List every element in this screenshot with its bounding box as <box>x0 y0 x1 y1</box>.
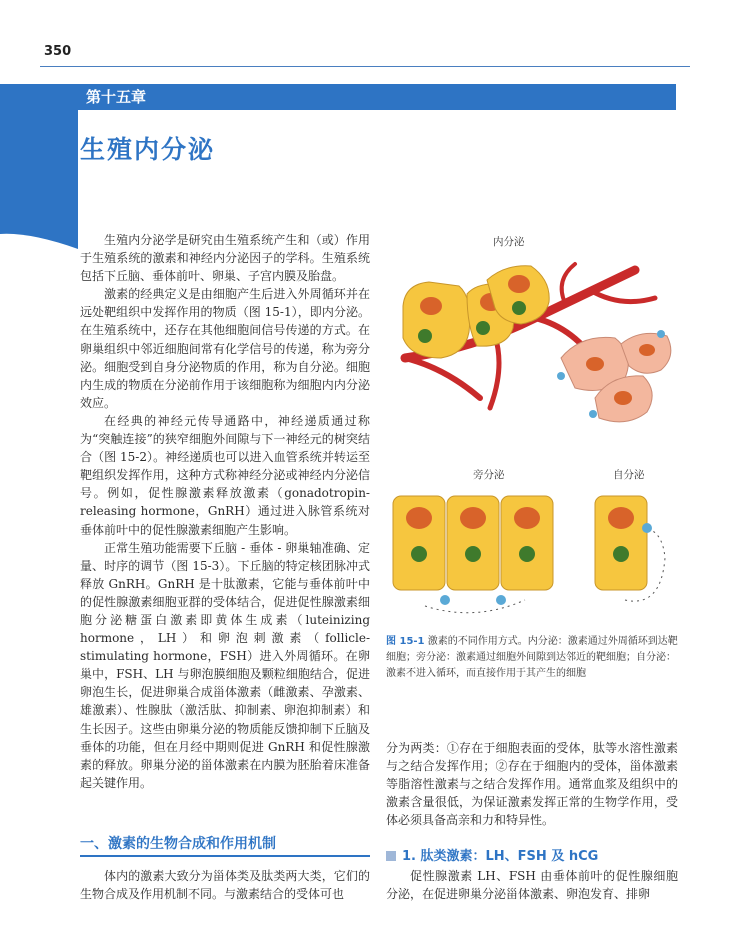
left-column-bottom <box>80 867 370 903</box>
figure-15-1 <box>385 228 680 626</box>
paracrine-cells <box>393 496 553 613</box>
paragraph-intro: 生殖内分泌学是研究由生殖系统产生和（或）作用于生殖系统的激素和神经内分泌因子的学科。生殖系统包括下丘脑、垂体前叶、卵巢、子宫内膜及胎盘。 <box>80 233 370 284</box>
chapter-label-bar: 第十五章 <box>78 84 676 110</box>
side-band-curve <box>0 84 78 264</box>
left-column <box>80 231 370 792</box>
chapter-side-band <box>0 84 78 264</box>
paragraph-hormone-definition: 激素的经典定义是由细胞产生后进入外周循环并在远处靶组织中发挥作用的物质（图 15-1），即内分泌。在生殖系统中，还存在其他细胞间信号传递的方式。在卵巢组织中邻近细胞间常有化学信号的传递，称为旁分泌。细胞受到自身分泌物质的作用，称为自分泌。细胞内生成的物质在分泌前作用于该细胞称为细胞内内分泌效应。 <box>80 287 370 410</box>
hormone-action-illustration <box>385 228 680 626</box>
paragraph-hormone-classes: 体内的激素大致分为甾体类及肽类两大类，它们的生物合成及作用机制不同。与激素结合的受体可也 <box>80 869 370 902</box>
chapter-title: 生殖内分泌 <box>80 135 216 164</box>
figure-caption-text: 激素的不同作用方式。内分泌：激素通过外周循环到达靶细胞；旁分泌：激素通过细胞外间隙到达邻近的靶细胞；自分泌：激素不进入循环，而直接作用于其产生的细胞 <box>386 636 678 679</box>
label-paracrine: 旁分泌 <box>473 469 505 481</box>
header-rule <box>40 66 690 67</box>
paragraph-receptor-types: 分为两类：①存在于细胞表面的受体，肽等水溶性激素与之结合发挥作用；②存在于细胞内的受体，甾体激素等脂溶性激素与之结合发挥作用。通常血浆及组织中的激素含量很低，为保证激素发挥正常的生物学作用，受体必须具备高亲和力和特异性。 <box>386 741 678 828</box>
subheading-text: 1. 肽类激素：LH、FSH 及 hCG <box>402 849 599 864</box>
label-autocrine: 自分泌 <box>613 469 645 481</box>
figure-caption <box>386 634 678 682</box>
target-cells <box>557 330 671 422</box>
autocrine-cell <box>595 496 665 601</box>
right-column <box>386 739 678 829</box>
subheading-marker-icon <box>386 851 396 861</box>
subheading-peptide-hormones <box>386 845 678 864</box>
right-column-bottom <box>386 867 678 903</box>
endocrine-cells <box>403 266 549 358</box>
paragraph-neurotransmission: 在经典的神经元传导通路中，神经递质通过称为“突触连接”的狭窄细胞外间隙与下一神经元的树突结合（图 15-2）。神经递质也可以进入血管系统并转运至靶组织发挥作用，这种方式称神经分泌或神经内分泌信号。例如，促性腺激素释放激素（gonadotropin-releasing hormone，GnRH）通过进入脉管系统对垂体前叶中的促性腺激素细胞产生影响。 <box>80 413 370 537</box>
page-number: 350 <box>44 44 72 59</box>
label-endocrine: 内分泌 <box>493 236 525 248</box>
paragraph-hpo-axis: 正常生殖功能需要下丘脑 - 垂体 - 卵巢轴准确、定量、时序的调节（图 15-3）。下丘脑的特定核团脉冲式释放 GnRH。GnRH 是十肽激素，它能与垂体前叶中的促性腺激素细胞亚群的受体结合，促进促性腺激素细胞分泌糖蛋白激素即黄体生成素（luteinizing hormone，LH）和卵泡刺激素（follicle-stimulating hormone，FSH）进入外周循环。在卵巢中，FSH、LH 与卵泡膜细胞及颗粒细胞结合，促进卵泡生长，促进卵巢合成甾体激素（雌激素、孕激素、雄激素）、性腺肽（激活肽、抑制素、卵泡抑制素）和生长因子。这些由卵巢分泌的物质能反馈抑制下丘脑及垂体的功能，但在月经中期则促进 GnRH 和促性腺激素的释放。卵巢分泌的甾体激素在内膜为胚胎着床准备起关键作用。 <box>80 540 370 790</box>
paragraph-gonadotropins: 促性腺激素 LH、FSH 由垂体前叶的促性腺细胞分泌，在促进卵巢分泌甾体激素、卵泡发育、排卵 <box>386 869 678 902</box>
figure-caption-number: 图 15-1 <box>386 636 425 647</box>
section-heading: 一、激素的生物合成和作用机制 <box>80 835 370 857</box>
